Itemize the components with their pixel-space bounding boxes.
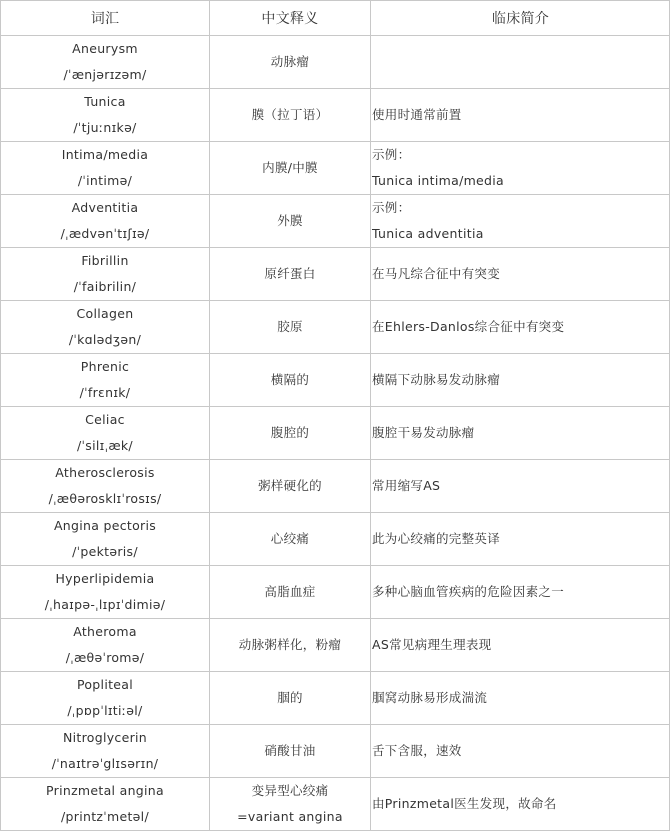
term-word: Adventitia [71, 200, 139, 215]
meaning-line: 外膜 [277, 213, 303, 228]
table-row [1, 672, 670, 725]
clinical-cell [371, 195, 670, 248]
clinical-cell [371, 354, 670, 407]
clinical-line: 在Ehlers-Danlos综合征中有突变 [372, 319, 565, 334]
table-row [1, 142, 670, 195]
table-row [1, 89, 670, 142]
term-cell [1, 407, 210, 460]
table-row [1, 301, 670, 354]
clinical-cell [371, 672, 670, 725]
term-cell [1, 142, 210, 195]
term-word: Hyperlipidemia [55, 571, 155, 586]
clinical-line: 在马凡综合征中有突变 [372, 266, 501, 281]
term-word: Prinzmetal angina [46, 783, 164, 798]
term-pronunciation: /ˌæθərosklɪˈrosɪs/ [48, 491, 162, 506]
meaning-cell [210, 407, 371, 460]
term-word: Collagen [76, 306, 134, 321]
meaning-line: 变异型心绞痛 [251, 783, 329, 798]
term-word: Fibrillin [81, 253, 129, 268]
term-word: Popliteal [76, 677, 134, 692]
term-pronunciation: /ˌhaɪpə-ˌlɪpɪˈdimiə/ [44, 597, 166, 612]
header-meaning: 中文释义 [210, 1, 371, 36]
term-cell [1, 672, 210, 725]
meaning-cell [210, 248, 371, 301]
term-word: Nitroglycerin [62, 730, 148, 745]
term-pronunciation: /ˈsilɪˌæk/ [77, 438, 133, 453]
term-cell [1, 89, 210, 142]
meaning-cell [210, 672, 371, 725]
clinical-line: 示例： [372, 200, 411, 215]
term-word: Atheroma [73, 624, 137, 639]
term-pronunciation: /ˈænjərɪzəm/ [63, 67, 147, 82]
meaning-line: 内膜/中膜 [262, 160, 318, 175]
term-pronunciation: /ˈpektəris/ [72, 544, 138, 559]
term-word: Phrenic [80, 359, 130, 374]
clinical-cell [371, 142, 670, 195]
meaning-cell [210, 301, 371, 354]
term-pronunciation: /ˈintimə/ [77, 173, 133, 188]
meaning-cell [210, 195, 371, 248]
table-row [1, 248, 670, 301]
term-cell [1, 619, 210, 672]
meaning-cell [210, 619, 371, 672]
table-row [1, 354, 670, 407]
clinical-line: 常用缩写AS [372, 478, 441, 493]
clinical-cell [371, 407, 670, 460]
clinical-cell [371, 725, 670, 778]
term-word: Aneurysm [72, 41, 138, 56]
table-row [1, 407, 670, 460]
term-cell [1, 513, 210, 566]
header-row [1, 1, 670, 36]
meaning-line: =variant angina [237, 809, 343, 824]
meaning-line: 动脉瘤 [270, 54, 310, 69]
term-cell [1, 566, 210, 619]
clinical-line: AS常见病理生理表现 [372, 637, 492, 652]
clinical-cell [371, 301, 670, 354]
term-pronunciation: /ˌæθəˈromə/ [65, 650, 145, 665]
clinical-cell [371, 460, 670, 513]
meaning-line: 高脂血症 [264, 584, 316, 599]
meaning-line: 粥样硬化的 [257, 478, 322, 493]
meaning-line: 腘的 [277, 690, 303, 705]
clinical-cell [371, 248, 670, 301]
term-pronunciation: /ˈnaɪtrəˈglɪsərɪn/ [51, 756, 159, 771]
clinical-cell [371, 619, 670, 672]
term-cell [1, 354, 210, 407]
meaning-line: 膜（拉丁语） [251, 107, 329, 122]
table-row [1, 566, 670, 619]
clinical-line: 示例： [372, 147, 411, 162]
clinical-line: 使用时通常前置 [372, 107, 462, 122]
meaning-cell [210, 142, 371, 195]
term-pronunciation: /ˈfrɛnɪk/ [79, 385, 131, 400]
table-body [1, 36, 670, 831]
term-cell [1, 460, 210, 513]
clinical-line: Tunica adventitia [372, 226, 484, 241]
meaning-cell [210, 513, 371, 566]
clinical-line: 多种心脑血管疾病的危险因素之一 [372, 584, 565, 599]
term-word: Tunica [84, 94, 126, 109]
clinical-cell [371, 566, 670, 619]
clinical-line: Tunica intima/media [372, 173, 505, 188]
clinical-cell [371, 89, 670, 142]
term-word: Intima/media [61, 147, 149, 162]
clinical-line: 横隔下动脉易发动脉瘤 [372, 372, 501, 387]
term-word: Angina pectoris [53, 518, 157, 533]
term-word: Celiac [85, 412, 125, 427]
table-row [1, 513, 670, 566]
meaning-cell [210, 354, 371, 407]
term-pronunciation: /ˈfaibrilin/ [73, 279, 137, 294]
term-pronunciation: /printzˈmetəl/ [61, 809, 149, 824]
term-word: Atherosclerosis [55, 465, 155, 480]
term-cell [1, 248, 210, 301]
clinical-cell [371, 513, 670, 566]
meaning-line: 腹腔的 [270, 425, 310, 440]
term-cell [1, 301, 210, 354]
clinical-line: 腹腔干易发动脉瘤 [372, 425, 475, 440]
term-cell [1, 778, 210, 831]
meaning-line: 横隔的 [270, 372, 310, 387]
meaning-cell [210, 725, 371, 778]
meaning-cell [210, 89, 371, 142]
table-row [1, 195, 670, 248]
header-term: 词汇 [1, 1, 210, 36]
term-cell [1, 725, 210, 778]
table-row [1, 619, 670, 672]
clinical-cell [371, 36, 670, 89]
clinical-line: 腘窝动脉易形成湍流 [372, 690, 488, 705]
clinical-line: 由Prinzmetal医生发现，故命名 [372, 796, 557, 811]
meaning-line: 动脉粥样化，粉瘤 [238, 637, 342, 652]
clinical-line: 舌下含服，速效 [372, 743, 462, 758]
term-cell [1, 195, 210, 248]
meaning-line: 胶原 [277, 319, 303, 334]
meaning-line: 硝酸甘油 [264, 743, 316, 758]
meaning-cell [210, 36, 371, 89]
table-row [1, 778, 670, 831]
term-pronunciation: /ˌpɒpˈlɪtiːəl/ [67, 703, 143, 718]
term-cell [1, 36, 210, 89]
term-pronunciation: /ˌædvənˈtɪʃɪə/ [60, 226, 150, 241]
meaning-cell [210, 460, 371, 513]
table-row [1, 460, 670, 513]
term-pronunciation: /ˈkɑlədʒən/ [68, 332, 142, 347]
table-row [1, 725, 670, 778]
meaning-cell [210, 566, 371, 619]
meaning-cell [210, 778, 371, 831]
meaning-line: 原纤蛋白 [264, 266, 316, 281]
clinical-line: 此为心绞痛的完整英译 [372, 531, 501, 546]
table-row [1, 36, 670, 89]
header-clinical: 临床简介 [371, 1, 670, 36]
clinical-cell [371, 778, 670, 831]
term-pronunciation: /ˈtjuːnɪkə/ [73, 120, 137, 135]
meaning-line: 心绞痛 [270, 531, 310, 546]
